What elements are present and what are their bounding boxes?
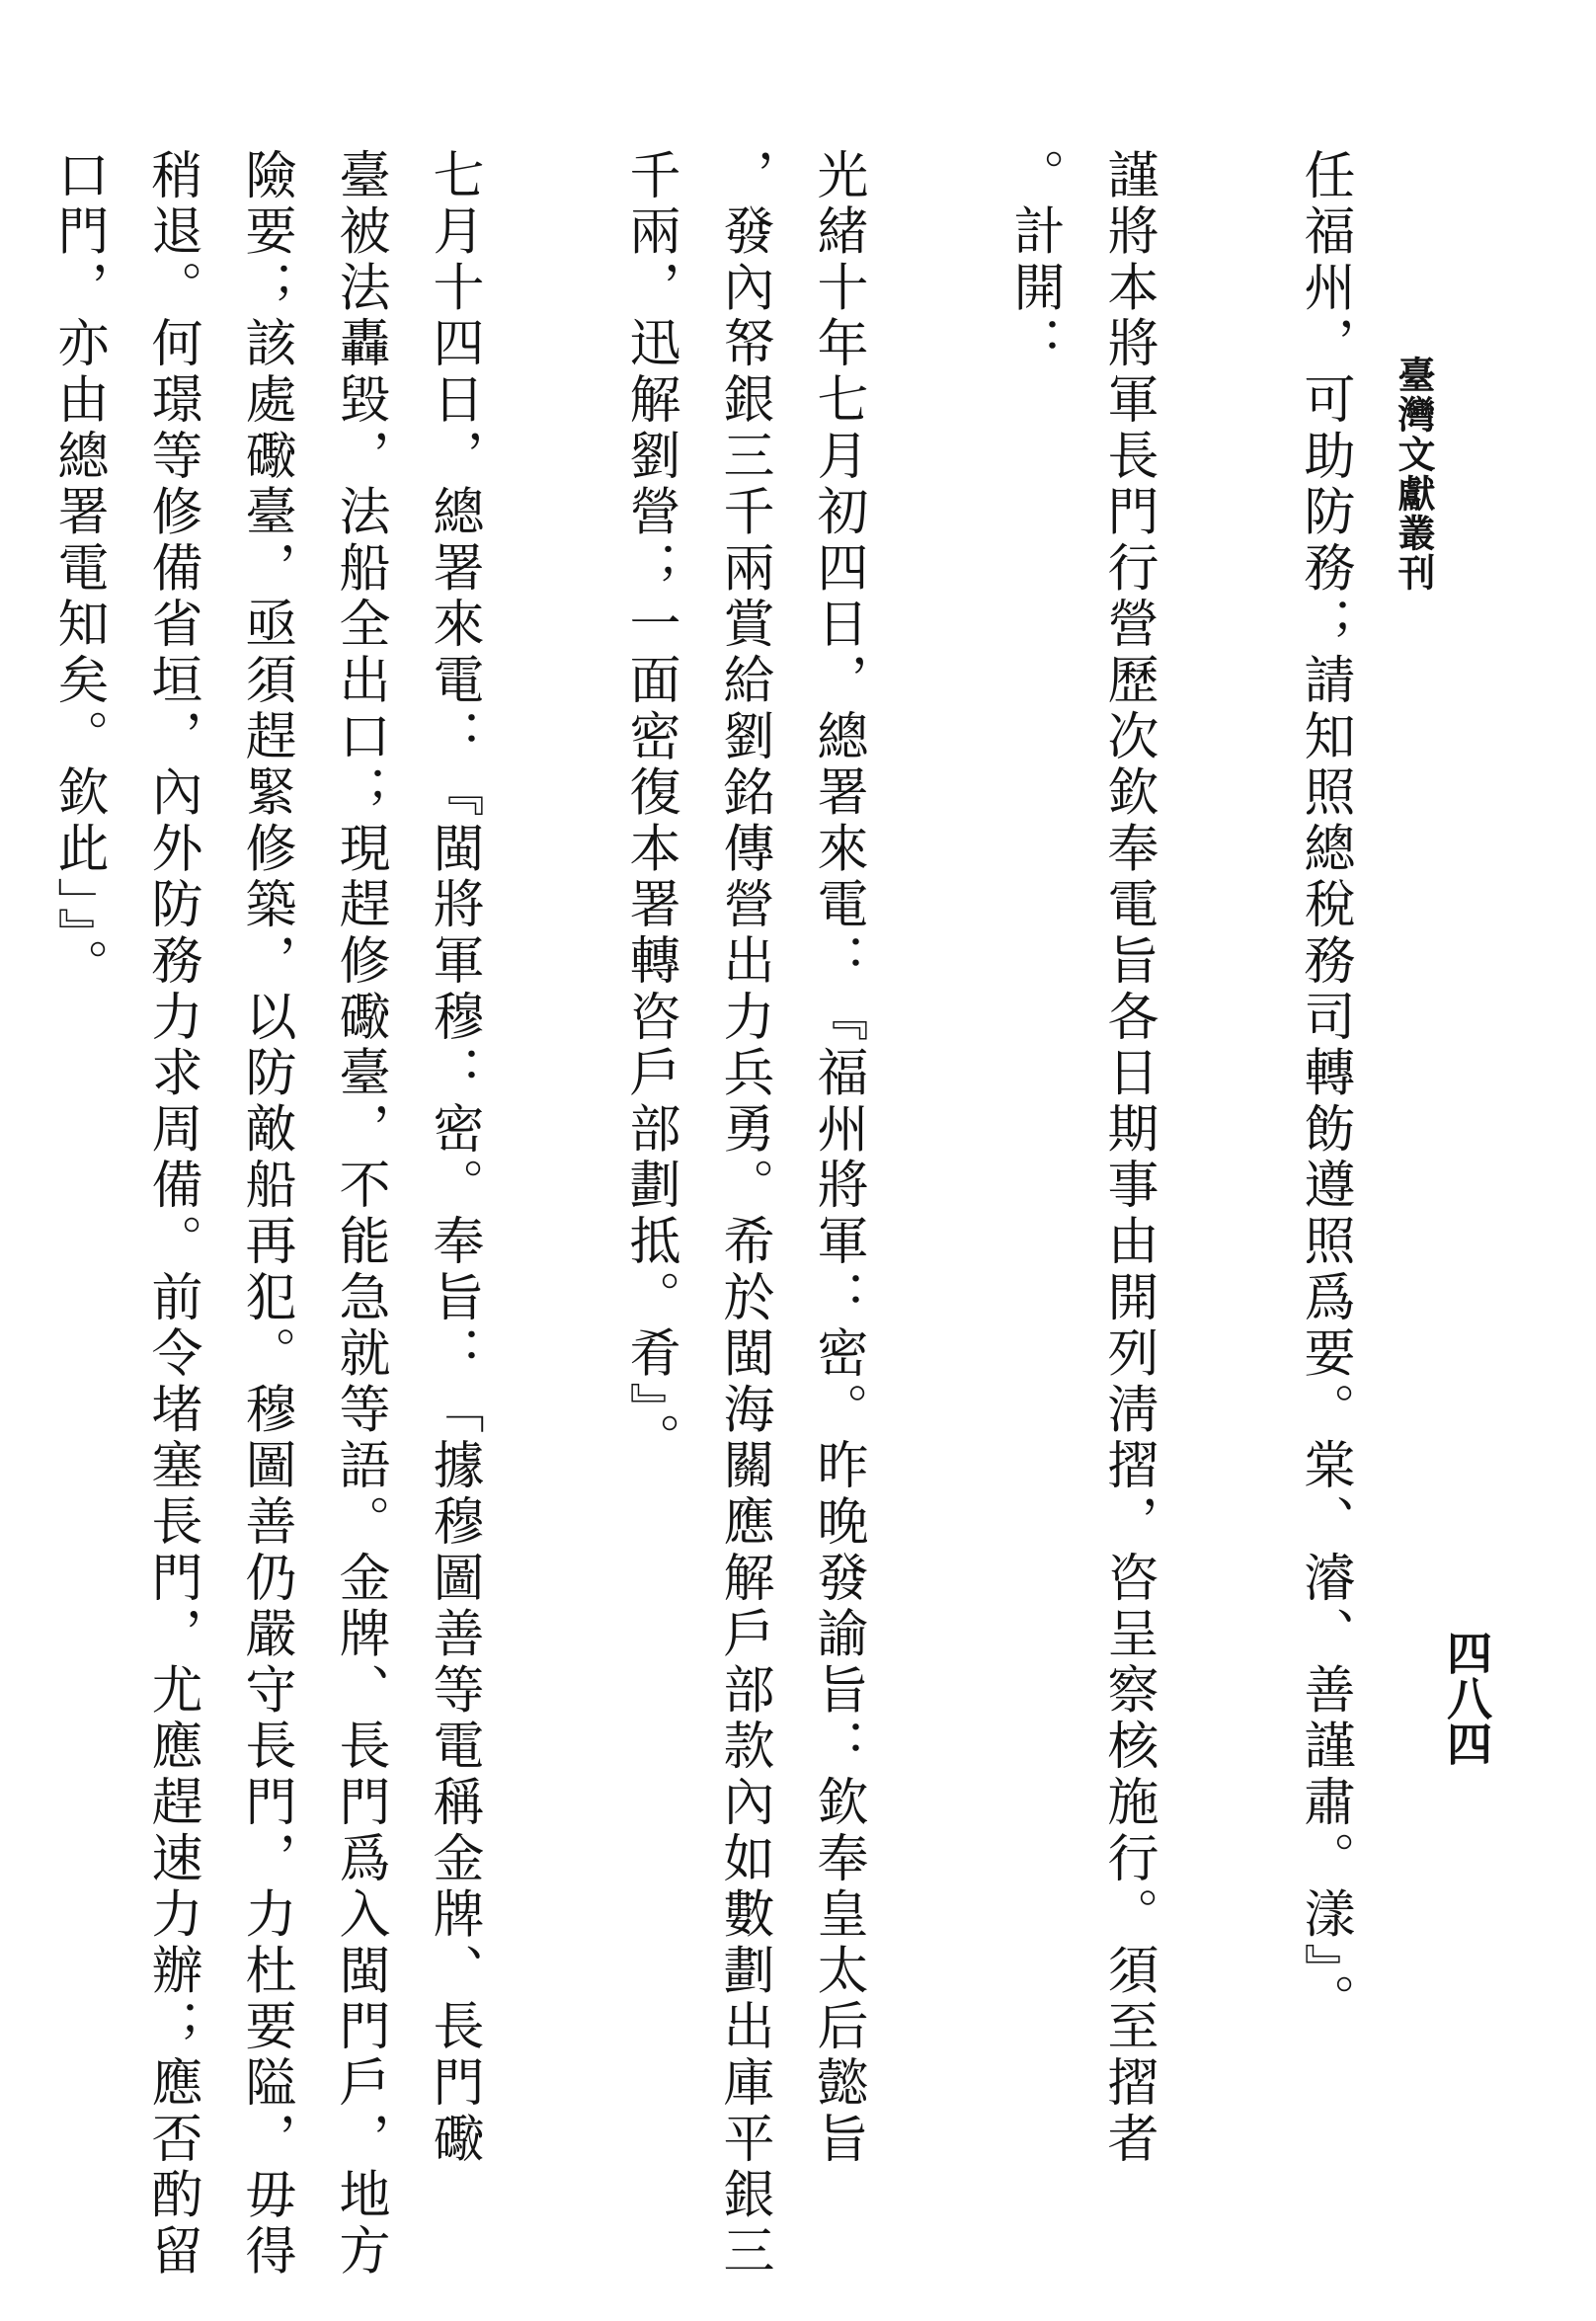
text-line xyxy=(0,148,31,2252)
text-line: 任福州，可助防務；請知照總稅務司轉飭遵照爲要。棠、濬、善謹肅。漾』。 xyxy=(1295,148,1354,2031)
page-number: 四八四 xyxy=(1440,1630,1493,1766)
text-line: 千兩，迅解劉營；一面密復本署轉咨戶部劃抵。肴』。 xyxy=(620,148,679,1470)
text-line: 。計開： xyxy=(1004,148,1064,373)
text-line: 謹將本將軍長門行營歷次欽奉電旨各日期事由開列淸摺，咨呈察核施行。須至摺者 xyxy=(1098,148,1157,2168)
text-line: 臺被法轟毀，法船全出口；現趕修礮臺，不能急就等語。金牌、長門爲入閩門戶，地方 xyxy=(330,148,389,2281)
text-line: 口門，亦由總署電知矣。欽此」』。 xyxy=(48,148,108,995)
text-line: 光緒十年七月初四日，總署來電：『福州將軍：密。昨晚發諭旨：欽奉皇太后懿旨 xyxy=(808,148,867,2168)
text-line: 險要；該處礮臺，亟須趕緊修築，以防敵船再犯。穆圖善仍嚴守長門，力杜要隘，毋得 xyxy=(236,148,295,2281)
running-head-title: 臺灣文獻叢刊 xyxy=(1392,356,1436,593)
text-line: 七月十四日，總署來電：『閩將軍穆：密。奉旨：「據穆圖善等電稱金牌、長門礮 xyxy=(424,148,483,2168)
text-line: ，發內帑銀三千兩賞給劉銘傳營出力兵勇。希於閩海關應解戶部款內如數劃出庫平銀三 xyxy=(714,148,773,2281)
vertical-body-text xyxy=(0,148,1371,2281)
text-line: 稍退。何璟等修備省垣，內外防務力求周備。前令堵塞長門，尤應趕速力辦；應否酌留 xyxy=(142,148,201,2281)
